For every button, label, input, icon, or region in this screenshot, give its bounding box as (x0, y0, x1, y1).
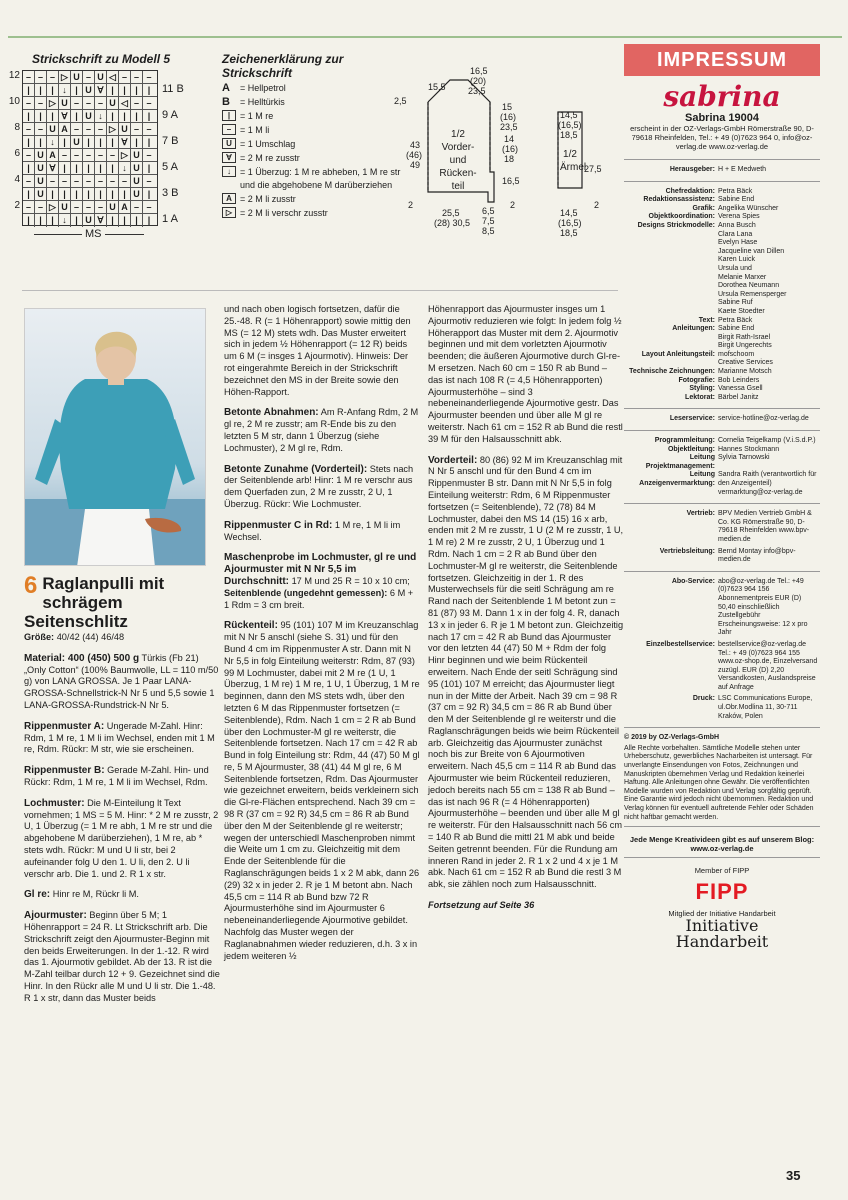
row-label: 5 A (162, 161, 178, 173)
dim-label: 23,5 (500, 122, 518, 132)
garment-schematic (394, 60, 618, 240)
dim-label: 8,5 (482, 226, 495, 236)
dim-label: 14,5 (560, 110, 578, 120)
dim-label: 2 (510, 200, 516, 210)
dim-label: (16,5) (558, 120, 582, 130)
continued-paragraph: Höhenrapport das Ajourmuster insges um 1 Ajourmotiv reduzieren wie folgt: In jedem folg ½ Höherapport das Muster mit dem 2. Ajourmotiv beginnen und mit dem vorletzten Ajourmotiv beenden; die äußeren Ajourmotive durch Gl-re-M ersetzen. Nach 60 cm = 150 R ab Bund – das ist nach 108 R (= 4,5 Höhenrapporten) Ajourmusterhöhe – sind 3 nebeneinanderliegende Ajourmotive gestr. Das Ajourmuster beenden und über alle M gl re weiterstr. Nach 61 cm = 152 R ab Bund die restl 39 M für den Halsausschnitt abk. (428, 304, 623, 444)
sleeve-label: 1/2 Ärmel (560, 149, 587, 173)
legend-item: ↓ = 1 Überzug: 1 M re abheben, 1 M re str und die abgehobene M darüberziehen (222, 166, 402, 192)
dim-label: 2 (408, 200, 414, 210)
row-label: 7 B (162, 135, 179, 147)
dim-label: 7,5 (482, 216, 495, 226)
knitting-chart-grid (22, 70, 158, 226)
text-column-1 (24, 632, 220, 1014)
legend-item: ▷ = 2 M li verschr zusstr (222, 207, 402, 220)
row-label: 2 (14, 200, 20, 211)
row-label: 11 B (162, 83, 184, 95)
legend-item: – = 1 M li (222, 124, 402, 137)
reader-service-email[interactable]: service-hotline@oz-verlag.de (718, 415, 809, 423)
dim-label: (16) (502, 144, 519, 154)
chart-row: | | ↓ | U | | | ∀ | | (23, 136, 157, 149)
dim-label: 18,5 (560, 228, 578, 238)
legend-title: Zeichenerklärung zur Strickschrift (222, 52, 344, 80)
dim-label: 16,5 (502, 176, 520, 186)
copyright-notice: © 2019 by OZ-Verlags-GmbH Alle Rechte vorbehalten. Sämtliche Modelle stehen unter Urheberschutz, gewerbliches Nacharbeiten ist untersagt. Für unverlangte Einsendungen von Fotos, Zeichnungen und Manuskripten übernehmen Verlag und Redaktion keinerlei Haftung. Alle Anleitungen ohne Gewähr. Die veröffentlichten Modelle wurden von Redaktion und Verlag sorgfältig geprüft. Eine Garantie wird jedoch nicht übernommen. Redaktion und Verlag können für eventuell auftretende Fehler oder Schäden nicht haftbar gemacht werden. (624, 734, 814, 821)
chart-row: – – U A – – – ▷ U – – (23, 123, 157, 136)
chart-legend (222, 52, 402, 221)
chart-row: | | | ↓ | U ∀ | | | | (23, 84, 157, 97)
dim-label: (28) 30,5 (434, 218, 471, 228)
page-number: 35 (786, 1168, 801, 1183)
dim-label: 2 (594, 200, 600, 210)
rib-a-paragraph: Rippenmuster A: Ungerade M-Zahl. Hinr: Rdm, 1 M re, 1 M li im Wechsel, enden mit 1 M re, Rdm. Rückr: M str, wie sie erscheinen. (24, 720, 215, 755)
legend-item: A = Hellpetrol (222, 82, 286, 94)
sweater-photo (25, 309, 206, 566)
sabrina-logo: sabrina (663, 80, 781, 113)
text-column-3 (428, 304, 624, 921)
divider (624, 727, 820, 728)
pattern-number: 6 (24, 572, 38, 599)
row-label: 1 A (162, 213, 178, 225)
divider (624, 571, 820, 572)
size-paragraph: Größe: 40/42 (44) 46/48 (24, 632, 125, 642)
text-column-2 (224, 304, 420, 971)
impressum-box (624, 44, 820, 1080)
divider (624, 503, 820, 504)
reader-service: Leserservice: service-hotline@oz-verlag.de (624, 415, 820, 424)
front-paragraph: Vorderteil: 80 (86) 92 M im Kreuzanschlag mit N Nr 5 anschl und für den Bund 4 cm im Rippenmuster B str. Dann mit N Nr 5,5 in folg Einteilung weiterstr: Rdm, 6 M Rippenmuster fortsetzen (= Seitenblende), 72 (78) 84 M Lochmuster, dabei den MS 14 (15) 16 x arb, enden mit 2 M re zusstr, 1 U (2 M re zusstr, 1 U, 1 M re) 2 M re zusstr, 2 U, 1 Überzug und 1 Rdm. Nach 1 cm = 2 R ab Bund über den Lochmuster-M gl re weiterstr, die Seitenblende fortsetzen. Gleichzeitig in der 1. R des Musterwechsels für die seitl Schrägung am re Rand nach der Seitenblende 1 M betont zun = 81 (87) 93 M. Dann 1 x in der folg 4. R, danach 13 x in jeder 6. R je 1 M betont zun. Gleichzeitig nach 17 cm = 42 R ab Bund das Ajourmuster vor den letzten 44 (47) 50 M + Rdm der folg Hinr beginnen und wie beim Rückenteil erweitern. Nach Ende der seitl Schrägung sind 95 (101) 107 M erreicht; das Ajourmuster liegt nun in der Mitte der Arbeit. Nach 39 cm = 98 R (37 cm = 92 R) 34,5 cm = 86 R ab Bund über den M der Seitenblende gl re weiterstr und die Raglanschrägungen beids wie beim Rückenteil arb. Gleichzeitig das Ajourmuster zunächst noch bis zur Breite von 6 Ajourmotiven erweitern. Nach 45,5 cm = 114 R ab Bund das Ajourmuster wie beim Rückenteil reduzieren, jedoch bereits nach 55 cm = 138 R ab Bund – das ist nach 96 R (= 4 Höhenrapporten) Ajourmusterhöhe – beenden und über alle M gl re weiterstr. Für den Halsausschnitt nach 56 cm = 140 R ab Bund die mittl 21 M abk und beide Seiten getrennt beenden. Für die Rundung am inneren Rand in jeder 2. R 1 x 2 und 4 x je 1 M abk. Nach 61 cm = 152 R ab Bund die restl 3 M abk, sie zählen noch zum Halsausschnitt. (428, 454, 624, 890)
issue-number: Sabrina 19004 (685, 112, 759, 124)
row-label: 8 (14, 122, 20, 133)
p2tog-tbl-symbol-icon: ▷ (222, 207, 236, 218)
chart-row: – U A – – – – – ▷ U – (23, 149, 157, 162)
staff-credits: Chefredaktion: Petra Bäck Redaktionsassistenz: Sabine End Grafik: Angelika Wünscher Objektkoordination: Verena Spies Designs Strickmodelle: Anna Busch Clara Lana Evelyn Hase Jacqueline van Dillen Karen Luick Ursula und Melanie Marxer Dorothea Neumann Ursula Remensperger Sabine Ruf Kaete Stoedter Text: Petra Bäck Anleitungen: Sabine End Birgit Rath-Israel Birgit Ungerechts Layout Anleitungsteil: mofschoom Creative Services Technische Zeichnungen: Marianne Motsch Fotografie: Bob Leinders Styling: Vanessa Gsell Lektorat: Bärbel Janitz (629, 187, 787, 401)
divider (22, 290, 618, 291)
row-label: 4 (14, 174, 20, 185)
legend-item: ∀ = 2 M re zusstr (222, 152, 402, 165)
top-border (8, 36, 842, 38)
blog-link[interactable]: www.oz-verlag.de (690, 844, 754, 854)
k2tog-symbol-icon: ∀ (222, 152, 236, 163)
legend-item: A = 2 M li zusstr (222, 193, 402, 206)
memberships: Member of FIPP FIPP Mitglied der Initiative Handarbeit Initiative Handarbeit (624, 866, 820, 950)
divider (624, 430, 820, 431)
editorial-credits: Herausgeber: H + E Medweth (669, 166, 767, 173)
ms-label: MS (82, 228, 105, 240)
row-label: 12 (8, 70, 20, 81)
dim-label: 18 (504, 154, 515, 164)
dim-label: 49 (410, 160, 421, 170)
chart-row: – – ▷ U – – – U ◁ – – (23, 97, 157, 110)
row-label: 10 (8, 96, 20, 107)
divider (624, 408, 820, 409)
lace-paragraph: Ajourmuster: Beginn über 5 M; 1 Höhenrapport = 24 R. Lt Strickschrift arb. Die Strickschrift zeigt den Ajourmuster-Beginn mit den beids Erweiterungen. In der 1.-12. R wird das 1. Ajourmotiv gebildet. Ab der 13. R ist die M-Zahl teilbar durch 12 + 9. Gezeichnet sind die Hinr. In den Rückr alle M und U li str. Die 1.-48. R 1 x str, dann das Muster beids (24, 910, 220, 1003)
blog-notice: Jede Menge Kreativideen gibt es auf unserem Blog: www.oz-verlag.de (624, 835, 820, 853)
dim-label: 27,5 (584, 164, 602, 174)
gauge-paragraph: Maschenprobe im Lochmuster, gl re und Ajourmuster mit N Nr 5,5 im Durchschnitt: 17 M und 25 R = 10 x 10 cm; Seitenblende (ungedehnt gemessen): 6 M + 1 Rdm = 3 cm breit. (224, 552, 417, 610)
chart-title: Strickschrift zu Modell 5 (32, 52, 171, 66)
divider (624, 857, 820, 858)
distribution-credits: Vertrieb: BPV Medien Vertrieb GmbH & Co. KG Römerstraße 90, D-79618 Rheinfelden www.bpv-medien.de Vertriebsleitung: Bernd Montay info@bpv-medien.de (659, 510, 812, 564)
skp-symbol-icon: ↓ (222, 166, 236, 177)
dim-label: (16,5) (558, 218, 582, 228)
row-label: 6 (14, 148, 20, 159)
chart-row: | | | ↓ | U ∀ | | | | (23, 214, 157, 227)
legend-item: | = 1 M re (222, 110, 402, 123)
eyelet-paragraph: Lochmuster: Die M-Einteilung lt Text vornehmen; 1 MS = 5 M. Hinr: * 2 M re zusstr, 2 U, 1 Überzug (= 1 M re abh, 1 M re str und die abgehobene M darüberziehen), 1 M re, ab * stets wdh. Rückr: M und U li str, bei 2 aufeinander folg U den 1. U li, den 2. U li verschr arb. Die 1. und 2. R 1 x str. (24, 797, 219, 879)
initiative-handarbeit-logo: Initiative Handarbeit (675, 916, 769, 952)
divider (624, 159, 820, 160)
chart-row: – – – ▷ U – U ◁ – – – (23, 71, 157, 84)
yarn-over-symbol-icon: U (222, 138, 236, 149)
knit-symbol-icon: | (222, 110, 236, 121)
p2tog-symbol-icon: A (222, 193, 236, 204)
dim-label: 2,5 (394, 96, 407, 106)
dim-label: (20) (470, 76, 487, 86)
dim-label: 23,5 (468, 86, 486, 96)
dim-label: 43 (410, 140, 421, 150)
rib-b-paragraph: Rippenmuster B: Gerade M-Zahl. Hin- und Rückr: Rdm, 1 M re, 1 M li im Wechsel, Rdm. (24, 765, 209, 787)
pattern-title: Raglanpulli mit schrägem Seitenschlitz (24, 574, 165, 631)
dim-label: 15 (502, 102, 513, 112)
legend-item: U = 1 Umschlag (222, 138, 402, 151)
dim-label: (16) (500, 112, 517, 122)
continued-link[interactable]: Fortsetzung auf Seite 36 (428, 900, 535, 911)
dim-label: (46) (406, 150, 423, 160)
dim-label: 25,5 (442, 208, 460, 218)
decrease-paragraph: Betonte Abnahmen: Am R-Anfang Rdm, 2 M gl re, 2 M re zusstr; am R-Ende bis zu den letzten 5 M str, dann 1 Überzug (siehe Lochmuster), 2 M gl re, Rdm. (224, 407, 419, 453)
publisher-address: erscheint in der OZ-Verlags-GmbH Römerstraße 90, D-79618 Rheinfelden, Tel.: + 49 (0)7623 964 0, info@oz-verlag.de www.oz-verlag.de (630, 124, 814, 151)
increase-paragraph: Betonte Zunahme (Vorderteil): Stets nach der Seitenblende arb! Hinr: 1 M re verschr aus dem Querfaden zun, 2 M re zusstr, 2 U, 1 Überzug. Rückr: Wie Lochmuster. (224, 463, 414, 509)
divider (624, 181, 820, 182)
continued-paragraph: und nach oben logisch fortsetzen, dafür die 25.-48. R (= 1 Höhenrapport) sowie mittig den MS (= 12 M) stets wdh. Das Muster erweitert sich in jedem ½ Höhenrapport (= 12 R) beids um 6 M (= insges 1 Ajourmotiv). Hinweis: Der rot eingerahmte Bereich in der Strickschrift bezeichnet den MS in der Breite sowie den Höhen-Rapport. (224, 304, 411, 397)
dim-label: 18,5 (560, 130, 578, 140)
impressum-header: IMPRESSUM (624, 44, 820, 76)
row-label: 3 B (162, 187, 179, 199)
chart-row: – U – – – – – – – U – (23, 175, 157, 188)
legend-item: B = Helltürkis (222, 96, 285, 108)
chart-row: | U ∀ | | | | | ↓ U | (23, 162, 157, 175)
chart-row: | U | | | | | | | U | (23, 188, 157, 201)
chart-row: – – ▷ U – – – U A – – (23, 201, 157, 214)
management-credits: Programmleitung: Cornelia Teigelkamp (V.i.S.d.P.) Objektleitung: Hannes Stockmann Leitung Projektmanagement: Sylvia Tarnowski Leitung Anzeigenvermarktung: Sandra Raith (verantwortlich für den Anzeigenteil) vermarktung@oz-verlag.de (639, 437, 817, 496)
model-photo (24, 308, 206, 566)
rib-c-paragraph: Rippenmuster C in Rd: 1 M re, 1 M li im Wechsel. (224, 519, 401, 542)
fipp-logo: FIPP (695, 879, 749, 905)
body-label: 1/2 Vorder- und Rücken- teil (439, 129, 477, 192)
pattern-headline (24, 574, 220, 631)
dim-label: 16,5 (470, 66, 488, 76)
purl-symbol-icon: – (222, 124, 236, 135)
dim-label: 14 (504, 134, 515, 144)
back-paragraph: Rückenteil: 95 (101) 107 M im Kreuzanschlag mit N Nr 5 anschl (siehe S. 31) und für den Bund 4 cm im Rippenmuster A str. Dann mit N Nr 5,5 in folg Einteilung weiterstr: Rdm, 87 (93) 99 M Lochmuster, dabei mit 2 M re (1 U, 1 Überzug, 1 M re) 1 M re, 1 U, 1 Überzug, 1 M re beginnen, dann den MS stets wdh, über den letzten 6 M das Rippenmuster fortsetzen (= Seitenblende), Rdm. Nach 1 cm = 2 R ab Bund über den Lochmuster-M gl re weiterstr, die Seitenblende fortsetzen. Nach 17 cm = 42 R ab Bund in folg Einteilung str: Rdm, 44 (47) 50 M gl re, 5 M Ajourmuster, 38 (41) 44 M gl re, 6 M Seitenblende fortsetzen, Rdm. Das Ajourmuster wie gezeichnet erweitern, beids verkleinern sich die Gl-re-Flächen entsprechend. Nach 39 cm = 98 R (37 cm = 92 R) 34,5 cm = 86 R ab Bund über den M der Seitenblende gl re weiterstr; wegen der unterschiedl Maschenproben nimmt die Weite um 1 cm zu. Gleichzeitig mit dem Ende der Seitenblende für die Raglanschrägungen beids 1 x 2 M abk, dann 26 (29) 32 x in jeder 2. R je 1 M betont abn. Nach 45,5 cm = 114 R ab Bund bzw 72 R Ajourmusterhöhe sind im Ajourmuster 6 nebeneinanderliegende Ajourmotive gebildet. Nachfolg das Muster wegen der Raglanabnahmen wieder reduzieren, d.h. 3 x in jedem weiteren ½ (224, 620, 420, 961)
dim-label: 15,5 (428, 82, 446, 92)
divider (624, 826, 820, 827)
dim-label: 14,5 (560, 208, 578, 218)
stockinette-paragraph: Gl re: Hinr re M, Rückr li M. (24, 889, 139, 901)
chart-row: | | | ∀ | U ↓ | | | | (23, 110, 157, 123)
material-paragraph: Material: 400 (450) 500 g Türkis (Fb 21) „Only Cotton“ (100% Baumwolle, LL = 110 m/50 g) von LANA GROSSA. Je 1 Paar LANA-GROSSA-Schnellstrick-N Nr 5 und 5,5 sowie 1 LANA-GROSSA-Rundstrick-N Nr 5. (24, 652, 219, 710)
row-label: 9 A (162, 109, 178, 121)
subscription-credits: Abo-Service: abo@oz-verlag.de Tel.: +49 (0)7623 964 156 Abonnementpreis EUR (D) 50,40 einschließlich Zustellgebühr Erscheinungsweise: 12 x pro Jahr Einzelbestellservice: bestellservice@oz-verlag.de Tel.: + 49 (0)7623 964 155 www.oz-shop.de, Einzelversand zuzügl. EUR (D) 2,20 Versandkosten, Auslandspreise auf Anfrage Druck: LSC Communications Europe, ul.Obr.Modlina 11, 30-711 Kraków, Polen (646, 577, 818, 720)
dim-label: 6,5 (482, 206, 495, 216)
